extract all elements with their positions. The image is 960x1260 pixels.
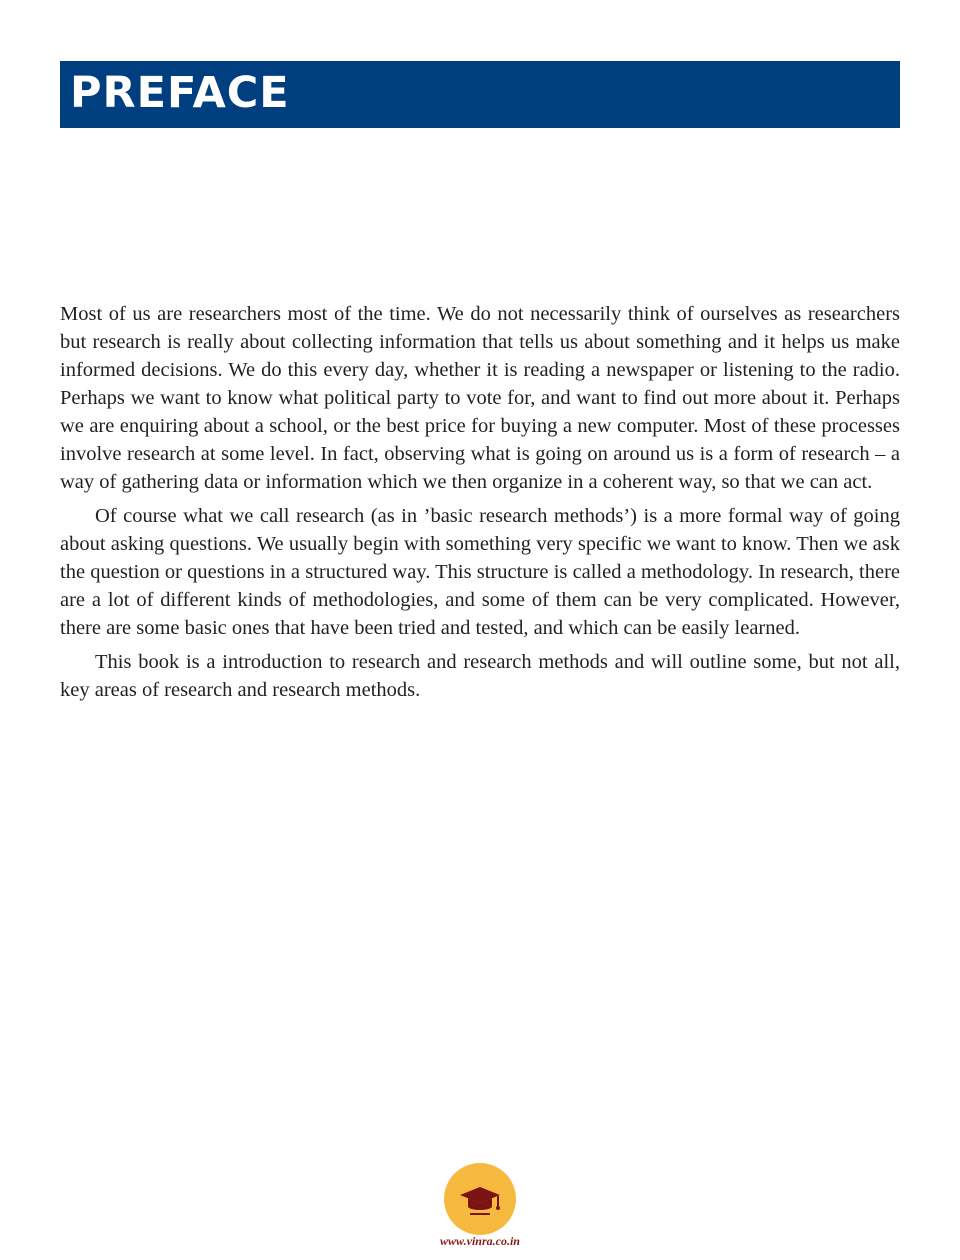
publisher-logo: [444, 1163, 516, 1235]
paragraph-1: Most of us are researchers most of the time. We do not necessarily think of ourselves as researchers but research is really about collecting information that tells us about something and it helps us make informed decisions. We do this every day, whether it is reading a newspaper or listening to the radio. Perhaps we want to know what political party to vote for, and want to find out more about it. Perhaps we are enquiring about a school, or the best price for buying a new computer. Most of these processes involve research at some level. In fact, observing what is going on around us is a form of research – a way of gathering data or information which we then organize in a coherent way, so that we can act.: [60, 303, 900, 493]
footer-url[interactable]: www.vinra.co.in: [440, 1234, 520, 1248]
preface-body: [60, 300, 900, 710]
paragraph-2: Of course what we call research (as in ’basic research methods’) is a more formal way of going about asking questions. We usually begin with something very specific we want to know. Then we ask the question or questions in a structured way. This structure is called a methodology. In research, there are a lot of different kinds of methodologies, and some of them can be very complicated. However, there are some basic ones that have been tried and tested, and which can be easily learned.: [60, 505, 900, 639]
paragraph-3: This book is a introduction to research and research methods and will outline some, but not all, key areas of research and research methods.: [60, 651, 900, 701]
graduation-cap-icon: [458, 1177, 502, 1221]
title-bar: [60, 61, 900, 128]
page-title: PREFACE: [70, 68, 290, 118]
